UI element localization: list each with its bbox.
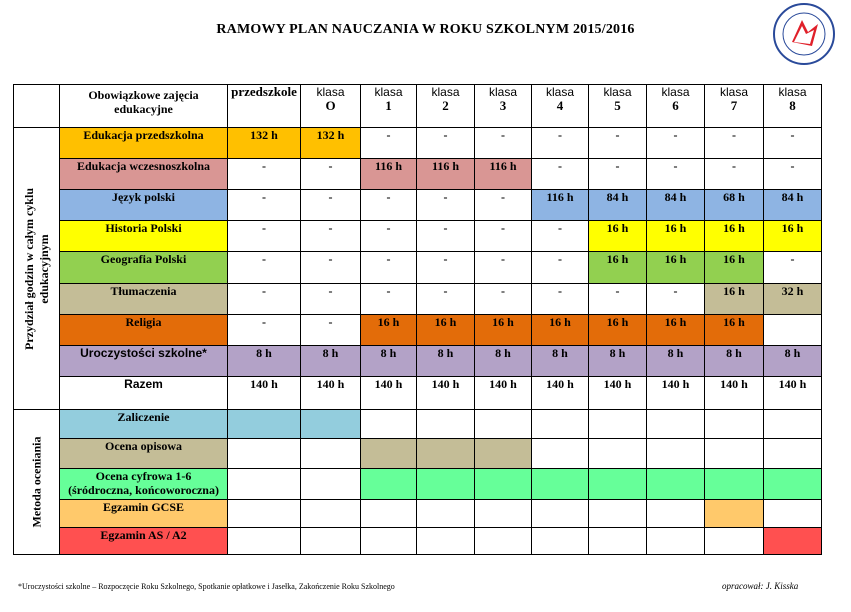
grading-method: Zaliczenie [60, 410, 228, 439]
hours-cell: - [647, 283, 705, 314]
grading-cell [764, 500, 822, 528]
header-klasa-6: klasa 6 [647, 85, 705, 128]
hours-cell: 16 h [532, 314, 589, 345]
grading-cell [228, 469, 301, 500]
total-cell: 140 h [301, 376, 361, 409]
grading-cell [589, 469, 647, 500]
hours-cell: 16 h [705, 283, 764, 314]
hours-cell: 8 h [417, 345, 475, 376]
total-cell: 140 h [647, 376, 705, 409]
grading-cell [764, 410, 822, 439]
grading-cell [361, 528, 417, 555]
grading-method: Egzamin AS / A2 [60, 528, 228, 555]
hours-cell: - [532, 283, 589, 314]
hours-cell: - [475, 283, 532, 314]
grading-cell [532, 439, 589, 469]
grading-cell [301, 528, 361, 555]
total-label: Razem [60, 376, 228, 409]
side-label-grading-text: Metoda oceniania [29, 436, 43, 527]
hours-cell: - [417, 252, 475, 283]
hours-cell: 116 h [361, 159, 417, 190]
hours-cell: 16 h [705, 221, 764, 252]
author-note: opracował: J. Kisska [722, 581, 799, 591]
hours-cell: 84 h [589, 190, 647, 221]
total-cell: 140 h [361, 376, 417, 409]
hours-cell: - [532, 221, 589, 252]
grading-cell [705, 439, 764, 469]
subject-row [14, 159, 822, 190]
hours-cell: 8 h [228, 345, 301, 376]
hours-cell: 16 h [705, 314, 764, 345]
grading-row [14, 410, 822, 439]
grading-cell [647, 528, 705, 555]
grading-cell [647, 410, 705, 439]
hours-cell: - [475, 252, 532, 283]
total-cell: 140 h [417, 376, 475, 409]
hours-cell: 8 h [764, 345, 822, 376]
school-logo [772, 2, 836, 66]
subject-name: Edukacja wczesnoszkolna [60, 159, 228, 190]
hours-cell: - [475, 221, 532, 252]
hours-cell: - [301, 252, 361, 283]
hours-cell: - [361, 190, 417, 221]
grading-cell [475, 439, 532, 469]
hours-cell: 16 h [647, 252, 705, 283]
hours-cell: - [228, 159, 301, 190]
grading-cell [301, 500, 361, 528]
subject-name: Geografia Polski [60, 252, 228, 283]
hours-cell: 84 h [764, 190, 822, 221]
subject-row [14, 314, 822, 345]
grading-cell [705, 500, 764, 528]
grading-cell [589, 410, 647, 439]
grading-cell [764, 439, 822, 469]
grading-row [14, 469, 822, 500]
grading-cell [475, 528, 532, 555]
hours-cell: 8 h [532, 345, 589, 376]
grading-cell [417, 469, 475, 500]
grading-method: Ocena opisowa [60, 439, 228, 469]
hours-cell: 116 h [532, 190, 589, 221]
hours-cell: - [764, 252, 822, 283]
footnote: *Uroczystości szkolne – Rozpoczęcie Roku Szkolnego, Spotkanie opłatkowe i Jasełka, Zakończenie Roku Szkolnego [18, 582, 395, 591]
hours-cell: 116 h [417, 159, 475, 190]
hours-cell: - [764, 159, 822, 190]
header-klasa-2: klasa 2 [417, 85, 475, 128]
hours-cell: 16 h [361, 314, 417, 345]
header-subjects: Obowiązkowe zajęcia edukacyjne [60, 85, 228, 128]
hours-cell: - [705, 128, 764, 159]
hours-cell: 8 h [301, 345, 361, 376]
total-cell: 140 h [589, 376, 647, 409]
hours-cell: - [417, 283, 475, 314]
hours-cell: 16 h [589, 221, 647, 252]
grading-cell [301, 410, 361, 439]
grading-method: Egzamin GCSE [60, 500, 228, 528]
hours-cell: - [475, 128, 532, 159]
curriculum-table [13, 84, 822, 555]
hours-cell: 16 h [589, 252, 647, 283]
hours-cell: - [589, 283, 647, 314]
page-title: RAMOWY PLAN NAUCZANIA W ROKU SZKOLNYM 2015/2016 [216, 22, 635, 37]
grading-cell [764, 469, 822, 500]
hours-cell: 84 h [647, 190, 705, 221]
header-klasa-o: klasa O [301, 85, 361, 128]
grading-cell [589, 528, 647, 555]
hours-cell: - [475, 190, 532, 221]
hours-cell: 16 h [705, 252, 764, 283]
hours-cell: - [361, 252, 417, 283]
hours-cell: 16 h [764, 221, 822, 252]
subject-row [14, 345, 822, 376]
hours-cell: - [301, 314, 361, 345]
hours-cell: - [764, 128, 822, 159]
header-klasa-3: klasa 3 [475, 85, 532, 128]
hours-cell: 16 h [475, 314, 532, 345]
subject-row [14, 283, 822, 314]
grading-cell [417, 410, 475, 439]
hours-cell: 16 h [589, 314, 647, 345]
grading-cell [705, 528, 764, 555]
hours-cell: - [301, 221, 361, 252]
header-klasa-7: klasa 7 [705, 85, 764, 128]
hours-cell: - [361, 128, 417, 159]
total-row [14, 376, 822, 409]
subject-name: Religia [60, 314, 228, 345]
subject-name: Edukacja przedszkolna [60, 128, 228, 159]
header-klasa-1: klasa 1 [361, 85, 417, 128]
header-klasa-5: klasa 5 [589, 85, 647, 128]
grading-cell [705, 469, 764, 500]
hours-cell: 16 h [647, 221, 705, 252]
corner-cell [14, 85, 60, 128]
hours-cell: 116 h [475, 159, 532, 190]
hours-cell: - [532, 252, 589, 283]
grading-cell [361, 439, 417, 469]
grading-cell [361, 410, 417, 439]
subject-name: Tłumaczenia [60, 283, 228, 314]
hours-cell: - [589, 159, 647, 190]
grading-cell [228, 528, 301, 555]
subject-name: Uroczystości szkolne* [60, 345, 228, 376]
hours-cell: - [228, 221, 301, 252]
hours-cell: 32 h [764, 283, 822, 314]
grading-cell [589, 500, 647, 528]
grading-cell [417, 528, 475, 555]
grading-row [14, 528, 822, 555]
total-cell: 140 h [475, 376, 532, 409]
grading-cell [475, 500, 532, 528]
hours-cell: - [361, 283, 417, 314]
grading-method: Ocena cyfrowa 1-6 (śródroczna, końcoworoczna) [60, 469, 228, 500]
grading-cell [228, 439, 301, 469]
side-label-hours-text: Przydział godzin w całym cyklu edukacyjnym [21, 187, 51, 350]
hours-cell: - [301, 190, 361, 221]
hours-cell: 8 h [705, 345, 764, 376]
grading-cell [228, 500, 301, 528]
grading-cell [705, 410, 764, 439]
hours-cell: - [705, 159, 764, 190]
hours-cell: - [228, 314, 301, 345]
hours-cell: - [589, 128, 647, 159]
header-klasa-4: klasa 4 [532, 85, 589, 128]
grading-cell [361, 500, 417, 528]
header-row [14, 85, 822, 128]
hours-cell: - [361, 221, 417, 252]
hours-cell: 8 h [475, 345, 532, 376]
hours-cell: - [647, 159, 705, 190]
hours-cell: - [228, 190, 301, 221]
subject-name: Historia Polski [60, 221, 228, 252]
hours-cell: 8 h [647, 345, 705, 376]
header-klasa-8: klasa 8 [764, 85, 822, 128]
grading-cell [647, 500, 705, 528]
hours-cell: 132 h [301, 128, 361, 159]
grading-cell [764, 528, 822, 555]
grading-row [14, 500, 822, 528]
total-cell: 140 h [228, 376, 301, 409]
hours-cell: - [647, 128, 705, 159]
hours-cell: 8 h [361, 345, 417, 376]
grading-cell [417, 500, 475, 528]
side-label-grading [14, 410, 60, 555]
header-przedszkole: przedszkole [228, 85, 301, 128]
side-label-hours [14, 128, 60, 410]
hours-cell: - [532, 128, 589, 159]
hours-cell: - [417, 221, 475, 252]
hours-cell: 132 h [228, 128, 301, 159]
subject-row [14, 252, 822, 283]
total-cell: 140 h [532, 376, 589, 409]
grading-cell [361, 469, 417, 500]
hours-cell: - [301, 283, 361, 314]
grading-cell [532, 469, 589, 500]
grading-cell [301, 439, 361, 469]
hours-cell: - [532, 159, 589, 190]
hours-cell: 68 h [705, 190, 764, 221]
grading-row [14, 439, 822, 469]
total-cell: 140 h [764, 376, 822, 409]
hours-cell: - [417, 190, 475, 221]
grading-cell [475, 410, 532, 439]
grading-cell [647, 469, 705, 500]
subject-name: Język polski [60, 190, 228, 221]
hours-cell: - [228, 283, 301, 314]
grading-cell [589, 439, 647, 469]
subject-row [14, 190, 822, 221]
grading-cell [532, 500, 589, 528]
hours-cell: - [417, 128, 475, 159]
hours-cell: - [228, 252, 301, 283]
grading-cell [475, 469, 532, 500]
grading-cell [301, 469, 361, 500]
hours-cell: 8 h [589, 345, 647, 376]
hours-cell: - [301, 159, 361, 190]
hours-cell [764, 314, 822, 345]
grading-cell [417, 439, 475, 469]
subject-row [14, 221, 822, 252]
grading-cell [228, 410, 301, 439]
grading-cell [647, 439, 705, 469]
subject-row [14, 128, 822, 159]
hours-cell: 16 h [417, 314, 475, 345]
total-cell: 140 h [705, 376, 764, 409]
grading-cell [532, 528, 589, 555]
grading-cell [532, 410, 589, 439]
hours-cell: 16 h [647, 314, 705, 345]
